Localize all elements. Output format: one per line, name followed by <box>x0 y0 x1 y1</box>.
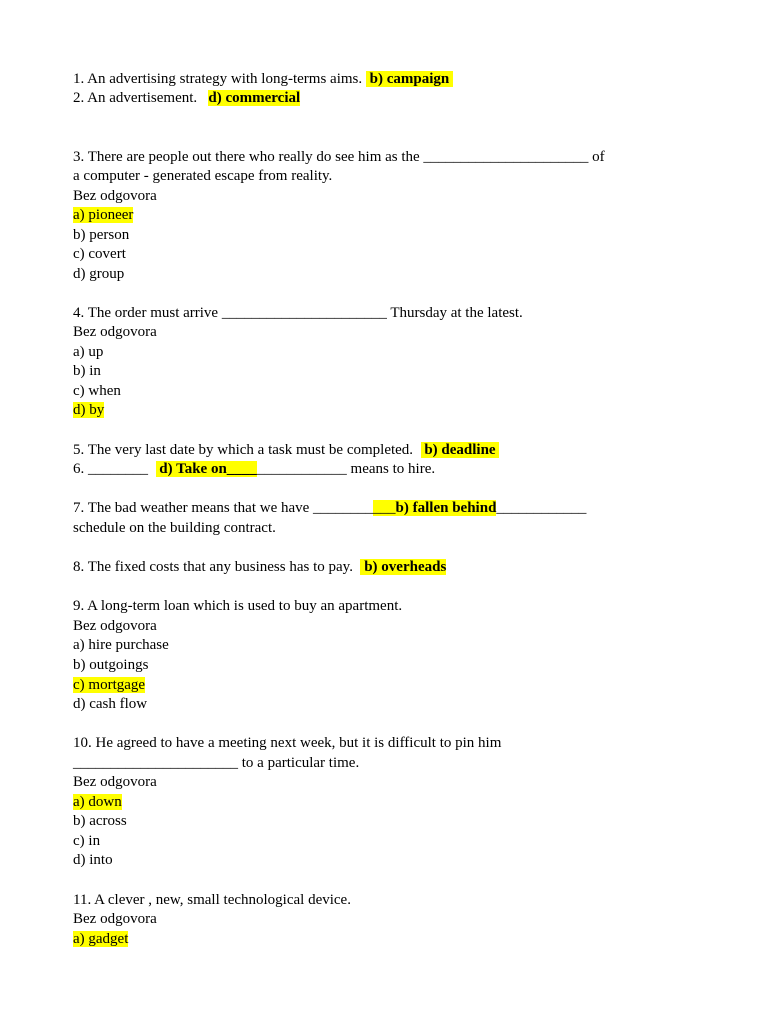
question-text-end: ____________ <box>496 500 587 516</box>
question-2 <box>73 89 300 108</box>
question-10-option-a <box>73 793 122 812</box>
question-4-option-c: c) when <box>73 383 121 399</box>
question-text: 7. The bad weather means that we have ________ <box>73 500 374 516</box>
question-text: 1. An advertising strategy with long-terms aims. <box>73 71 366 87</box>
question-9-option-b: b) outgoings <box>73 657 149 673</box>
question-9-note: Bez odgovora <box>73 618 157 634</box>
question-text: 8. The fixed costs that any business has to pay. <box>73 559 361 575</box>
question-10-option-c: c) in <box>73 833 101 849</box>
answer-highlight: b) overheads <box>360 559 447 575</box>
question-9-option-a: a) hire purchase <box>73 637 169 653</box>
question-7-text-cont: schedule on the building contract. <box>73 520 276 536</box>
question-3-option-a <box>73 206 133 225</box>
answer-highlight: c) mortgage <box>73 677 146 693</box>
question-1 <box>73 70 453 89</box>
question-3-note: Bez odgovora <box>73 188 157 204</box>
question-4-note: Bez odgovora <box>73 324 157 340</box>
answer-highlight: d) commercial <box>208 90 301 106</box>
answer-highlight: b) fallen behind <box>395 500 497 516</box>
answer-highlight: b) campaign <box>365 71 453 87</box>
answer-highlight: d) by <box>73 402 105 418</box>
question-3-option-b: b) person <box>73 227 130 243</box>
question-11-text: 11. A clever , new, small technological device. <box>73 892 351 908</box>
answer-text: d) Take on <box>155 461 227 477</box>
answer-highlight: a) down <box>73 794 122 810</box>
answer-highlight: a) pioneer <box>73 207 134 223</box>
question-9-option-d: d) cash flow <box>73 696 148 712</box>
question-11-option-a <box>73 930 128 949</box>
question-3-option-d: d) group <box>73 266 125 282</box>
question-6 <box>73 460 435 479</box>
answer-blank: ___ <box>373 500 396 516</box>
question-10-note: Bez odgovora <box>73 774 157 790</box>
question-text: 5. The very last date by which a task must be completed. <box>73 442 421 458</box>
question-text: 2. An advertisement. <box>73 90 209 106</box>
question-text: 6. ________ <box>73 461 156 477</box>
question-text-end: ____________ means to hire. <box>256 461 436 477</box>
question-9-text: 9. A long-term loan which is used to buy an apartment. <box>73 598 403 614</box>
question-3-text: 3. There are people out there who really do see him as the ______________________ of <box>73 149 605 165</box>
answer-highlight <box>156 461 257 477</box>
answer-blank: ____ <box>226 461 257 477</box>
question-4-option-b: b) in <box>73 363 101 379</box>
question-10-text-cont: ______________________ to a particular time. <box>73 755 360 771</box>
question-10-text: 10. He agreed to have a meeting next week, but it is difficult to pin him <box>73 735 502 751</box>
question-9-option-c <box>73 676 145 695</box>
answer-highlight: a) gadget <box>73 931 129 947</box>
question-3-option-c: c) covert <box>73 246 126 262</box>
question-4-text: 4. The order must arrive ______________________ Thursday at the latest. <box>73 305 523 321</box>
question-8 <box>73 558 446 577</box>
question-7 <box>73 499 586 518</box>
question-10-option-d: d) into <box>73 852 113 868</box>
answer-highlight: b) deadline <box>420 442 500 458</box>
question-11-note: Bez odgovora <box>73 911 157 927</box>
question-5 <box>73 441 499 460</box>
question-4-option-d <box>73 401 104 420</box>
question-4-option-a: a) up <box>73 344 104 360</box>
question-10-option-b: b) across <box>73 813 127 829</box>
question-3-text-cont: a computer - generated escape from reality. <box>73 168 333 184</box>
